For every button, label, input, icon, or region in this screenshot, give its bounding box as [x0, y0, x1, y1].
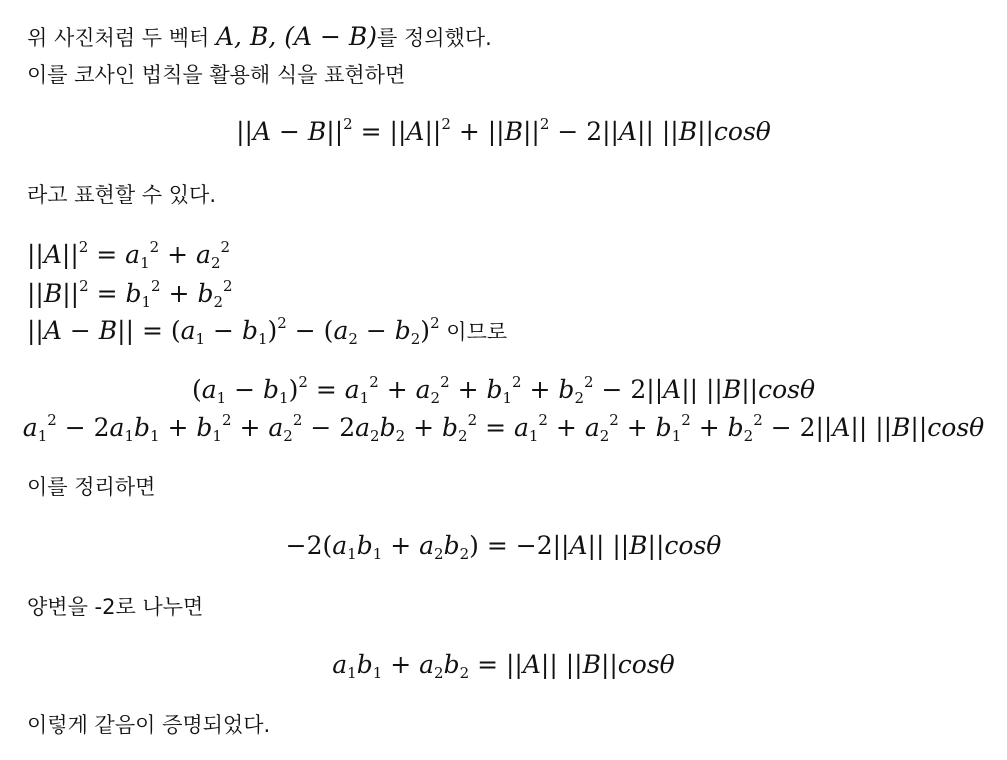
expanded-equation-1: $(a_1 - b_1)^2 = a_1^2 + a_2^2 + b_1^2 + b_2^2 - 2||A||$ ||B||cosθ — [191, 373, 816, 407]
norm-a-definition: $||A||^2 = a_1^2 + a_2^2$ — [27, 238, 231, 272]
norm-b-definition: $||B||^2 = b_1^2 + b_2^2$ — [27, 277, 233, 311]
final-equation: $a_1b_1 + a_2b_2 = ||A||$ ||B||cosθ — [332, 650, 675, 682]
definitions-suffix: 이므로 — [439, 320, 508, 344]
intro-text-before: 위 사진처럼 두 벡터 — [27, 26, 216, 50]
intro-text-after: 를 정의했다. — [377, 26, 492, 50]
text-rearrange: 이를 정리하면 — [27, 475, 156, 499]
rearranged-equation: $-2(a_1b_1 + a_2b_2) = -2||A||$ ||B||cosθ — [285, 531, 722, 563]
law-of-cosines-equation: $||A - B||^2 = ||A||^2 + ||B||^2 - 2||A||$ ||B||cosθ — [236, 115, 771, 146]
intro-line-2: 이를 코사인 법칙을 활용해 식을 표현하면 — [27, 63, 406, 87]
norm-a-minus-b-definition: $||A - B|| = (a_1 - b_1)^2 - (a_2 - b_2)^2$ 이므로 — [27, 314, 508, 348]
expanded-equation-2: $a_1^2 - 2a_1b_1 + b_1^2 + a_2^2 - 2a_2b_2 + b_2^2 = a_1^2 + a_2^2 + b_1^2 + b_2^2 - 2||A||$ ||B||cosθ — [22, 411, 985, 445]
text-conclusion: 이렇게 같음이 증명되었다. — [27, 713, 271, 737]
text-after-law-of-cosines: 라고 표현할 수 있다. — [27, 183, 216, 207]
intro-line-1 — [27, 22, 492, 53]
text-divide: 양변을 -2로 나누면 — [27, 595, 204, 619]
intro-inline-math: A, B, (A − B) — [216, 22, 377, 51]
